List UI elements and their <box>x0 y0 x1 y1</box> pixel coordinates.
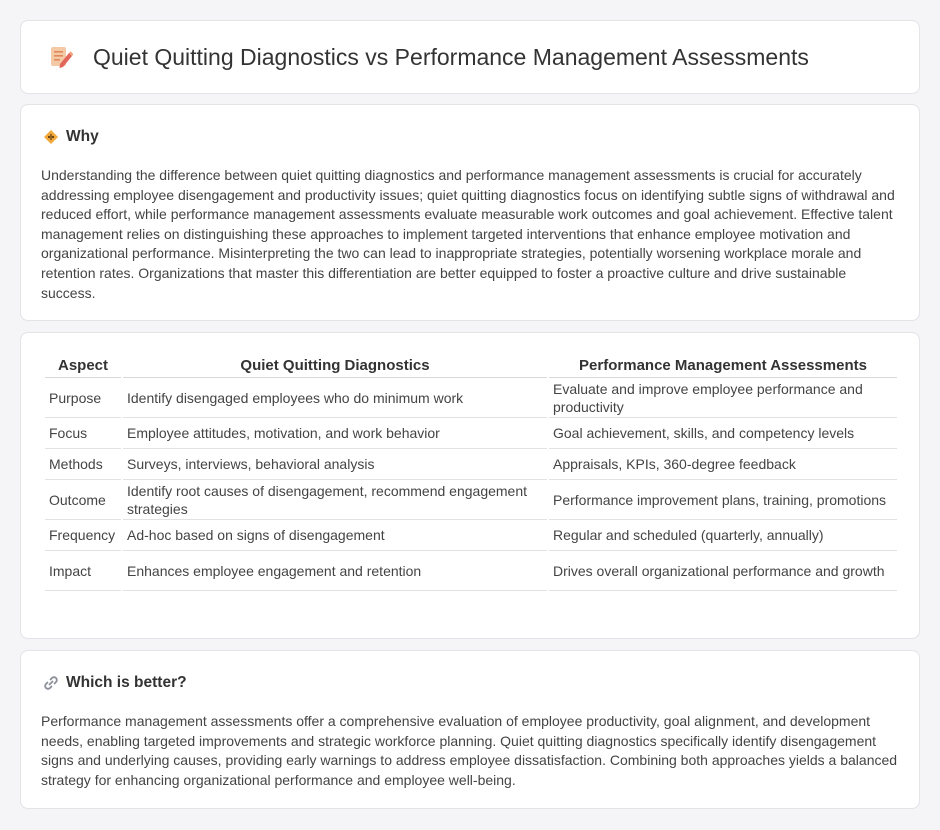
cell-performance: Goal achievement, skills, and competency levels <box>549 418 897 449</box>
header-aspect: Aspect <box>45 352 121 378</box>
better-body: Performance management assessments offer a comprehensive evaluation of employee productivity, goal alignment, and development needs, enabling targeted improvements and strategic workforce planning. Quiet quitting diagnostics specifically identify disengagement signs and underlying causes, providing early warnings to address employee dissatisfaction. Combining both approaches yields a balanced strategy for enhancing organizational performance and employee well-being. <box>41 713 898 788</box>
table-row <box>45 378 897 418</box>
why-header <box>43 128 99 146</box>
cell-quiet-quitting: Identify root causes of disengagement, recommend engagement strategies <box>123 480 547 520</box>
table-row <box>45 418 897 449</box>
cell-performance: Drives overall organizational performance and growth <box>549 551 897 591</box>
comparison-section <box>20 332 920 639</box>
cell-performance: Appraisals, KPIs, 360-degree feedback <box>549 449 897 480</box>
title-card <box>20 20 920 94</box>
cell-quiet-quitting: Enhances employee engagement and retention <box>123 551 547 591</box>
table-row <box>45 480 897 520</box>
link-icon <box>43 675 59 691</box>
header-quiet-quitting: Quiet Quitting Diagnostics <box>123 352 547 378</box>
cell-aspect: Purpose <box>45 378 121 418</box>
header-performance-management: Performance Management Assessments <box>549 352 897 378</box>
table-row <box>45 449 897 480</box>
comparison-table <box>43 352 899 591</box>
cell-quiet-quitting: Employee attitudes, motivation, and work behavior <box>123 418 547 449</box>
cell-aspect: Focus <box>45 418 121 449</box>
title-row <box>21 21 919 93</box>
cell-performance: Evaluate and improve employee performance and productivity <box>549 378 897 418</box>
cell-aspect: Impact <box>45 551 121 591</box>
cell-performance: Performance improvement plans, training, promotions <box>549 480 897 520</box>
better-section <box>20 650 920 809</box>
cell-aspect: Methods <box>45 449 121 480</box>
cell-aspect: Outcome <box>45 480 121 520</box>
cell-quiet-quitting: Ad-hoc based on signs of disengagement <box>123 520 547 551</box>
cell-quiet-quitting: Surveys, interviews, behavioral analysis <box>123 449 547 480</box>
better-title: Which is better? <box>66 674 187 691</box>
table-header-row <box>45 352 897 378</box>
why-body: Understanding the difference between quiet quitting diagnostics and performance management assessments is crucial for accurately addressing employee disengagement and productivity issues; quiet quitting diagnostics focus on identifying subtle signs of withdrawal and reduced effort, while performance management assessments evaluate measurable work outcomes and goal achievement. Effective talent management relies on distinguishing these approaches to implement targeted interventions that enhance employee motivation and organizational performance. Misinterpreting the two can lead to inappropriate strategies, potentially worsening workplace morale and retention rates. Organizations that master this differentiation are better equipped to foster a proactive culture and drive sustainable success. <box>41 167 895 301</box>
cell-aspect: Frequency <box>45 520 121 551</box>
cell-quiet-quitting: Identify disengaged employees who do minimum work <box>123 378 547 418</box>
table-row <box>45 551 897 591</box>
diamond-icon <box>43 129 59 145</box>
why-title: Why <box>66 128 99 145</box>
why-section <box>20 104 920 321</box>
table-row <box>45 520 897 551</box>
page-title: Quiet Quitting Diagnostics vs Performance Management Assessments <box>93 43 809 70</box>
edit-document-icon <box>47 44 73 70</box>
better-header <box>43 674 187 692</box>
cell-performance: Regular and scheduled (quarterly, annually) <box>549 520 897 551</box>
